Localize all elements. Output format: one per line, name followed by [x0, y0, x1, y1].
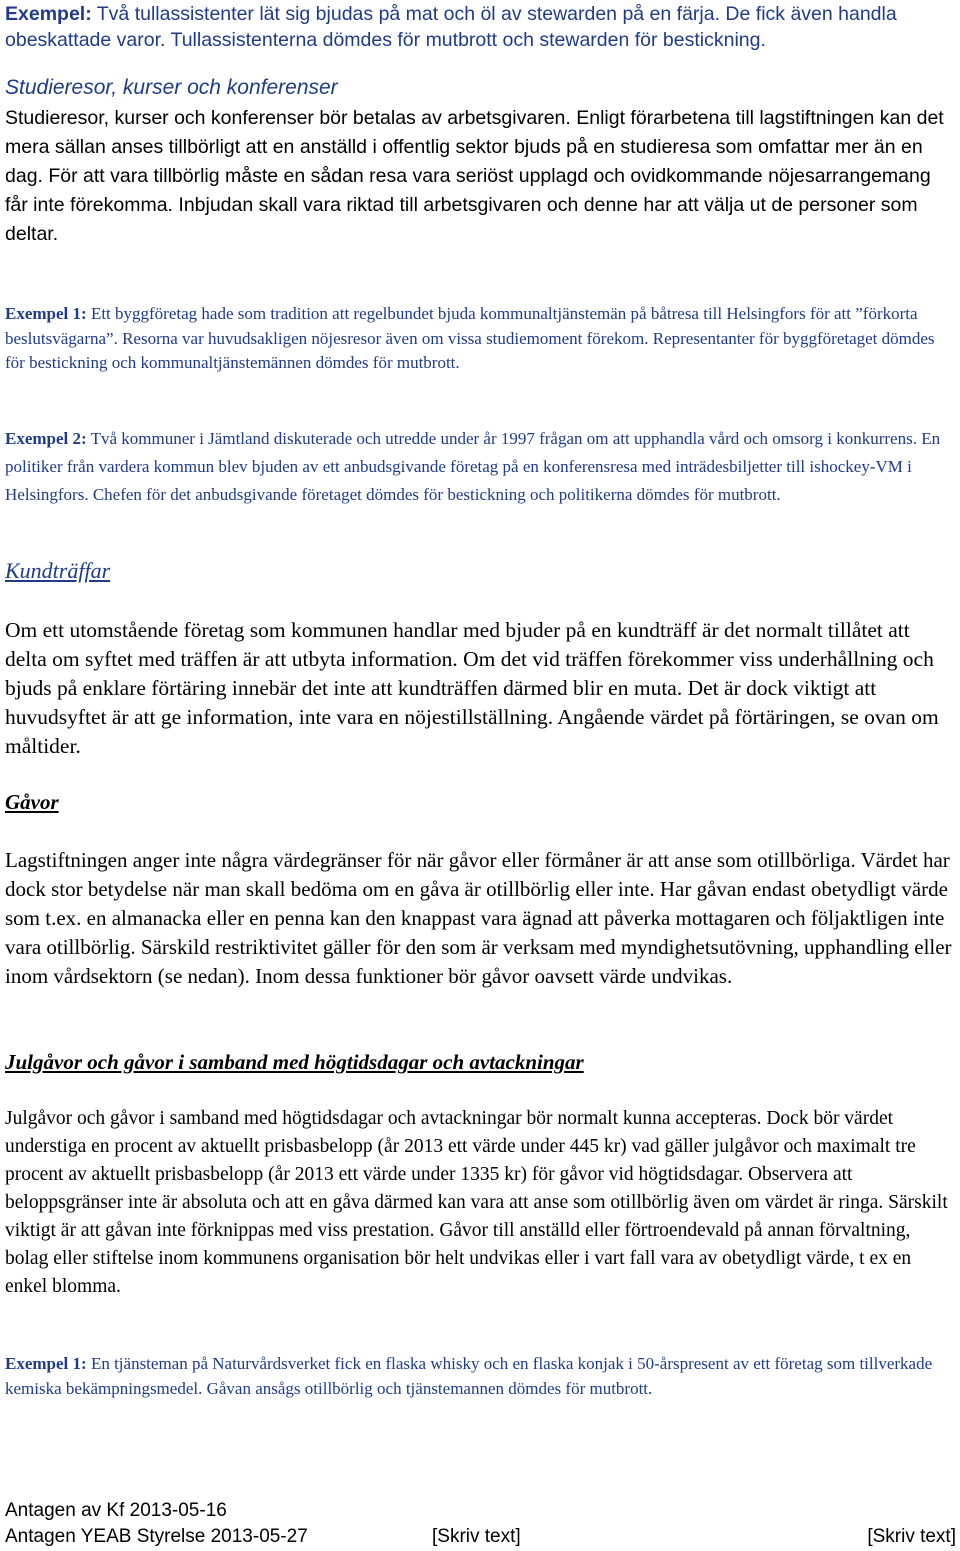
example-text: Ett byggföretag hade som tradition att regelbundet bjuda kommunaltjänstemän på båtresa till Helsingfors för att ”förkorta beslutsvägarna”. Resorna var huvudsakligen nöjesresor även om vissa studiemoment förekom. Representanter för byggföretaget dömdes för bestickning och kommunaltjänstemännen dömdes för mutbrott.: [5, 304, 935, 372]
section-heading-kundtraffar: Kundträffar: [5, 558, 111, 583]
footer-line-2: Antagen YEAB Styrelse 2013-05-27: [5, 1526, 308, 1547]
julgavor-example-1: [5, 1352, 955, 1401]
studieresor-paragraph: Studieresor, kurser och konferenser bör betalas av arbetsgivaren. Enligt förarbetena till lagstiftningen kan det mera sällan anses tillbörligt att en anställd i offentlig sektor bjuds på en studieresa som omfattar mer än en dag. För att vara tillbörlig måste en sådan resa vara seriöst upplagd och ovidkommande nöjesarrangemang får inte förekomma. Inbjudan skall vara riktad till arbetsgivaren och denne har att välja ut de personer som deltar.: [5, 107, 944, 245]
studieresor-example-2: [5, 425, 955, 509]
example-text: En tjänsteman på Naturvårdsverket fick en flaska whisky och en flaska konjak i 50-årspresent av ett företag som tillverkade kemiska bekämpningsmedel. Gåvan ansågs otillbörlig och tjänstemannen dömdes för mutbrott.: [5, 1354, 933, 1398]
section-heading-julgavor: Julgåvor och gåvor i samband med högtidsdagar och avtackningar: [5, 1050, 584, 1074]
section-heading-studieresor: Studieresor, kurser och konferenser: [5, 76, 338, 99]
julgavor-paragraph: Julgåvor och gåvor i samband med högtidsdagar och avtackningar bör normalt kunna accepteras. Dock bör värdet understiga en procent av aktuellt prisbasbelopp (år 2013 ett värde under 445 kr) vad gäller julgåvor och maximalt tre procent av aktuellt prisbasbelopp (år 2013 ett värde under 1335 kr) för gåvor vid högtidsdagar. Observera att beloppsgränser inte är absoluta och att en gåva därmed kan vara att anse som otillbörlig även om värdet är ringa. Särskilt viktigt är att gåvan inte förknippas med viss prestation. Gåvor till anställd eller förtroendevald på annan förvaltning, bolag eller stiftelse inom kommunens organisation bör helt undvikas eller i vart fall vara av obetydligt värde, t ex en enkel blomma.: [5, 1108, 948, 1297]
footer-placeholder-2: [Skriv text]: [867, 1526, 956, 1547]
example-text: Två tullassistenter lät sig bjudas på mat och öl av stewarden på en färja. De fick även handla obeskattade varor. Tullassistenterna dömdes för mutbrott och stewarden för bestickning.: [5, 3, 897, 51]
gavor-paragraph: Lagstiftningen anger inte några värdegränser för när gåvor eller förmåner är att anse som otillbörliga. Värdet har dock stor betydelse när man skall bedöma om en gåva är otillbörlig eller inte. Har gåvan endast obetydligt värde som t.ex. en almanacka eller en penna kan den knappast vara ägnad att påverka mottagaren och följaktligen inte vara otillbörlig. Särskild restriktivitet gäller för den som är verksam med myndighetsutövning, upphandling eller inom vårdsektorn (se nedan). Inom dessa funktioner bör gåvor oavsett värde undvikas.: [5, 848, 952, 988]
studieresor-example-1: [5, 302, 955, 376]
example-text: Två kommuner i Jämtland diskuterade och utredde under år 1997 frågan om att upphandla vård och omsorg i konkurrens. En politiker från vardera kommun blev bjuden av ett anbudsgivande företag på en konferensresa med inträdesbiljetter till ishockey-VM i Helsingfors. Chefen för det anbudsgivande företaget dömdes för bestickning och politikerna dömdes för mutbrott.: [5, 429, 941, 504]
intro-example: [5, 1, 955, 53]
section-heading-gavor: Gåvor: [5, 790, 59, 814]
footer-line-1: Antagen av Kf 2013-05-16: [5, 1500, 227, 1521]
example-label: Exempel 1:: [5, 1354, 87, 1373]
example-label: Exempel:: [5, 3, 92, 25]
kundtraffar-paragraph: Om ett utomstående företag som kommunen handlar med bjuder på en kundträff är det normalt tillåtet att delta om syftet med träffen är att utbyta information. Om det vid träffen förekommer viss underhållning och bjuds på enklare förtäring innebär det inte att kundträffen därmed blir en muta. Det är dock viktigt att huvudsyftet är att ge information, inte vara en nöjestillställning. Angående värdet på förtäringen, se ovan om måltider.: [5, 618, 939, 758]
example-label: Exempel 1:: [5, 304, 87, 323]
footer-placeholder-1: [Skriv text]: [432, 1526, 521, 1547]
example-label: Exempel 2:: [5, 429, 87, 448]
